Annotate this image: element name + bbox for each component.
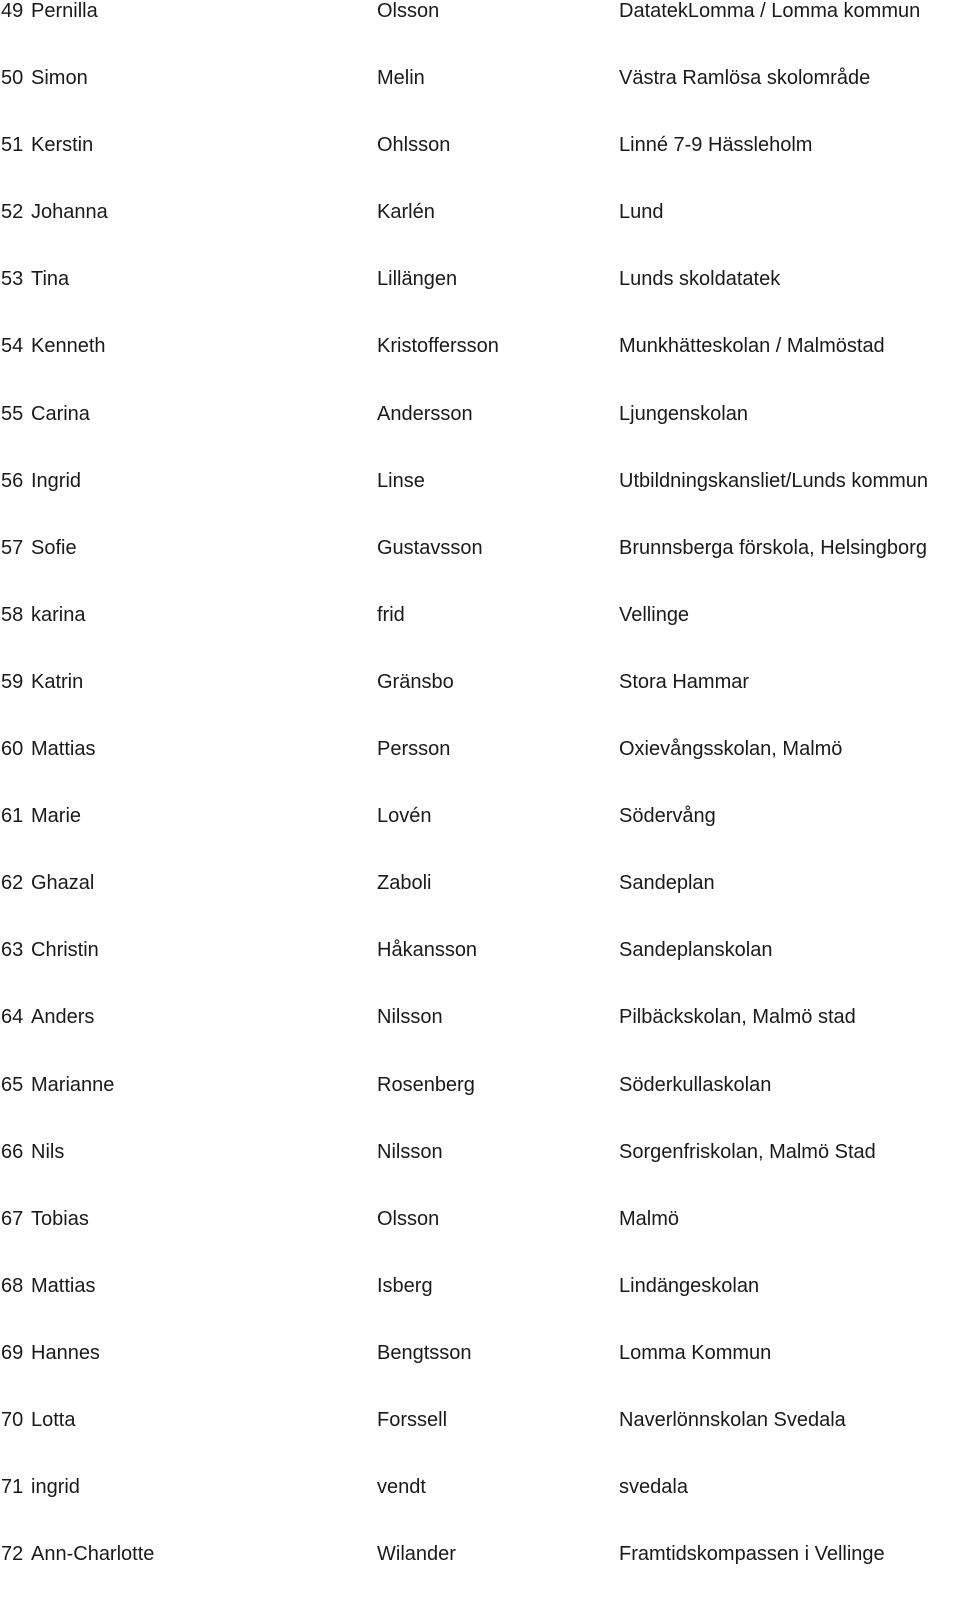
organization: Naverlönnskolan Svedala	[619, 1408, 846, 1431]
organization: Sandeplan	[619, 872, 715, 895]
first-name: Tina	[31, 268, 70, 291]
first-name: Lotta	[31, 1408, 76, 1431]
first-name: Marianne	[31, 1073, 115, 1096]
last-name: Ohlsson	[377, 134, 451, 157]
first-name: Simon	[31, 67, 88, 90]
row-number: 72	[1, 1543, 24, 1566]
last-name: Persson	[377, 738, 451, 761]
row-number: 63	[1, 939, 24, 962]
row-number: 61	[1, 805, 24, 828]
organization: Malmö	[619, 1207, 680, 1230]
last-name: Håkansson	[377, 939, 478, 962]
row-number: 68	[1, 1274, 24, 1297]
row-number: 62	[1, 872, 24, 895]
row-number: 50	[1, 67, 24, 90]
first-name: Tobias	[31, 1207, 89, 1230]
row-number: 65	[1, 1073, 24, 1096]
row-number: 67	[1, 1207, 24, 1230]
organization: Söderkullaskolan	[619, 1073, 772, 1096]
first-name: Anders	[31, 1006, 95, 1029]
organization: Framtidskompassen i Vellinge	[619, 1543, 885, 1566]
organization: DatatekLomma / Lomma kommun	[619, 0, 921, 22]
first-name: Nils	[31, 1140, 65, 1163]
organization: Pilbäckskolan, Malmö stad	[619, 1006, 856, 1029]
list-row	[0, 872, 960, 939]
last-name: Isberg	[377, 1274, 433, 1297]
list-row	[0, 134, 960, 201]
first-name: Hannes	[31, 1341, 100, 1364]
organization: Brunnsberga förskola, Helsingborg	[619, 536, 927, 559]
organization: Västra Ramlösa skolområde	[619, 67, 871, 90]
row-number: 59	[1, 670, 24, 693]
first-name: Johanna	[31, 201, 108, 224]
first-name: Pernilla	[31, 0, 98, 22]
last-name: Forssell	[377, 1408, 448, 1431]
list-row	[0, 1275, 960, 1342]
last-name: Andersson	[377, 402, 473, 425]
first-name: Carina	[31, 402, 90, 425]
last-name: Linse	[377, 469, 425, 492]
organization: svedala	[619, 1476, 688, 1499]
row-number: 55	[1, 402, 24, 425]
list-row	[0, 0, 960, 67]
row-number: 56	[1, 469, 24, 492]
organization: Vellinge	[619, 603, 690, 626]
last-name: Karlén	[377, 201, 435, 224]
list-row	[0, 805, 960, 872]
last-name: Wilander	[377, 1543, 456, 1566]
first-name: karina	[31, 603, 86, 626]
first-name: Ann-Charlotte	[31, 1543, 155, 1566]
first-name: Mattias	[31, 738, 96, 761]
row-number: 53	[1, 268, 24, 291]
list-row	[0, 1342, 960, 1409]
list-row	[0, 201, 960, 268]
first-name: Kerstin	[31, 134, 94, 157]
organization: Stora Hammar	[619, 670, 750, 693]
organization: Sandeplanskolan	[619, 939, 773, 962]
list-row	[0, 738, 960, 805]
list-row	[0, 1409, 960, 1476]
list-row	[0, 335, 960, 402]
organization: Ljungenskolan	[619, 402, 748, 425]
last-name: Kristoffersson	[377, 335, 499, 358]
organization: Södervång	[619, 805, 716, 828]
first-name: Ingrid	[31, 469, 82, 492]
row-number: 49	[1, 0, 24, 22]
last-name: Melin	[377, 67, 425, 90]
organization: Lund	[619, 201, 664, 224]
list-row	[0, 1141, 960, 1208]
list-row	[0, 1543, 960, 1610]
list-row	[0, 1006, 960, 1073]
last-name: Gustavsson	[377, 536, 483, 559]
organization: Sorgenfriskolan, Malmö Stad	[619, 1140, 876, 1163]
organization: Lindängeskolan	[619, 1274, 760, 1297]
row-number: 71	[1, 1476, 24, 1499]
first-name: ingrid	[31, 1476, 80, 1499]
first-name: Marie	[31, 805, 82, 828]
list-row	[0, 1476, 960, 1543]
organization: Lunds skoldatatek	[619, 268, 781, 291]
last-name: Olsson	[377, 1207, 440, 1230]
list-row	[0, 604, 960, 671]
organization: Lomma Kommun	[619, 1341, 772, 1364]
last-name: Rosenberg	[377, 1073, 475, 1096]
row-number: 66	[1, 1140, 24, 1163]
row-number: 51	[1, 134, 24, 157]
last-name: Gränsbo	[377, 670, 454, 693]
last-name: Olsson	[377, 0, 440, 22]
row-number: 58	[1, 603, 24, 626]
last-name: frid	[377, 603, 405, 626]
first-name: Christin	[31, 939, 99, 962]
list-row	[0, 671, 960, 738]
row-number: 52	[1, 201, 24, 224]
list-row	[0, 537, 960, 604]
first-name: Mattias	[31, 1274, 96, 1297]
first-name: Katrin	[31, 670, 84, 693]
list-row	[0, 939, 960, 1006]
organization: Oxievångsskolan, Malmö	[619, 738, 843, 761]
last-name: vendt	[377, 1476, 426, 1499]
row-number: 70	[1, 1408, 24, 1431]
last-name: Nilsson	[377, 1140, 443, 1163]
organization: Utbildningskansliet/Lunds kommun	[619, 469, 929, 492]
first-name: Ghazal	[31, 872, 95, 895]
row-number: 64	[1, 1006, 24, 1029]
last-name: Lillängen	[377, 268, 458, 291]
list-row	[0, 67, 960, 134]
list-row	[0, 403, 960, 470]
row-number: 57	[1, 536, 24, 559]
list-row	[0, 1208, 960, 1275]
first-name: Sofie	[31, 536, 77, 559]
first-name: Kenneth	[31, 335, 106, 358]
last-name: Bengtsson	[377, 1341, 472, 1364]
last-name: Nilsson	[377, 1006, 443, 1029]
row-number: 60	[1, 738, 24, 761]
organization: Munkhätteskolan / Malmöstad	[619, 335, 885, 358]
last-name: Lovén	[377, 805, 432, 828]
list-row	[0, 1074, 960, 1141]
row-number: 69	[1, 1341, 24, 1364]
list-row	[0, 470, 960, 537]
organization: Linné 7-9 Hässleholm	[619, 134, 813, 157]
last-name: Zaboli	[377, 872, 432, 895]
row-number: 54	[1, 335, 24, 358]
list-row	[0, 268, 960, 335]
